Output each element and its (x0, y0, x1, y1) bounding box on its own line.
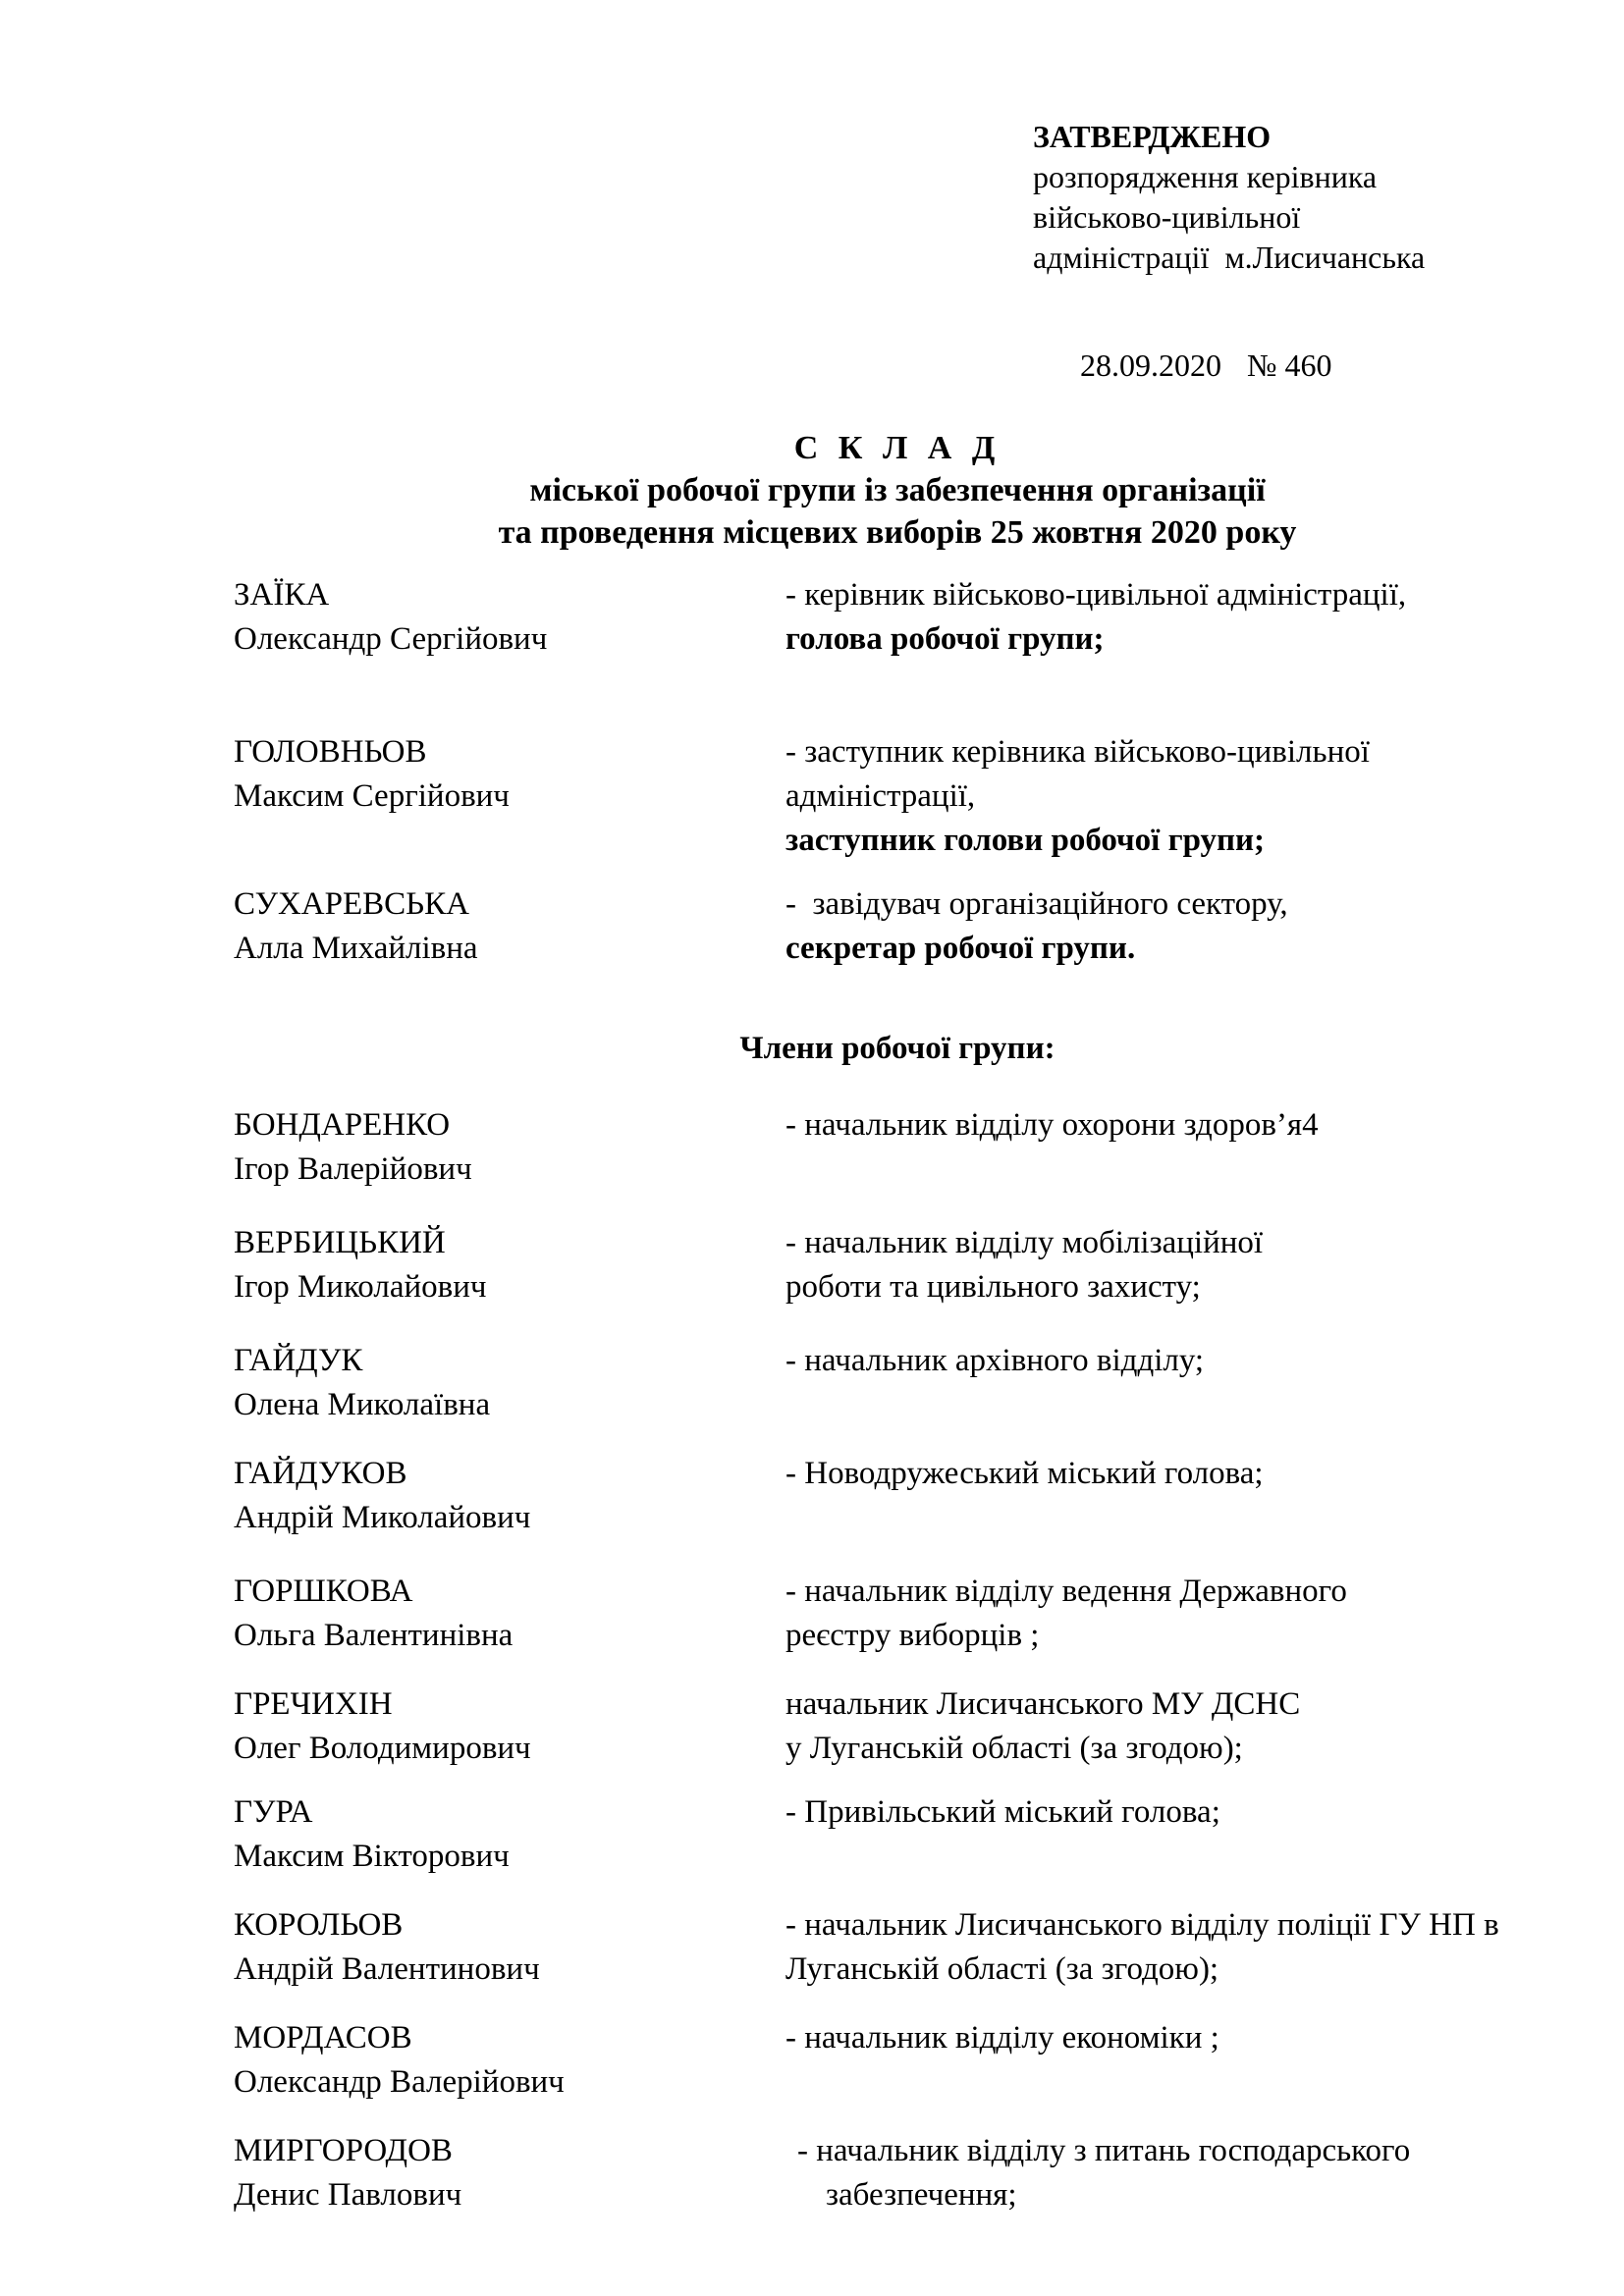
role-line: - начальник відділу мобілізаційної (785, 1225, 1264, 1260)
given-name: Алла Михайлівна (234, 931, 478, 966)
role-column (785, 1790, 1561, 1879)
role-column (785, 2129, 1561, 2217)
surname: БОНДАРЕНКО (234, 1107, 451, 1143)
approval-line: військово-цивільної (1033, 199, 1301, 235)
name-column (234, 1682, 785, 1771)
surname: ГРЕЧИХІН (234, 1686, 393, 1722)
role-line: реєстру виборців ; (785, 1618, 1040, 1653)
role-column (785, 2016, 1561, 2105)
name-column (234, 2016, 785, 2105)
role-line: - начальник відділу економіки ; (785, 2020, 1219, 2056)
role-line: Луганській області (за згодою); (785, 1951, 1219, 1987)
entry-verbytskyi (234, 1221, 1561, 1309)
entry-sukharevska (234, 882, 1561, 971)
entry-haiduk (234, 1339, 1561, 1427)
surname: ГОРШКОВА (234, 1574, 413, 1609)
role-column (785, 1903, 1561, 1992)
given-name: Максим Вікторович (234, 1839, 510, 1874)
title-line-3: та проведення місцевих виборів 25 жовтня 2020 року (498, 514, 1297, 551)
role-column (785, 1682, 1561, 1771)
approval-line: розпорядження керівника (1033, 159, 1378, 194)
date-row (1033, 305, 1425, 426)
name-column (234, 1790, 785, 1879)
name-column (234, 2129, 785, 2217)
role-column (785, 1570, 1561, 1658)
given-name: Андрій Валентинович (234, 1951, 540, 1987)
role-line-bold: голова робочої групи; (785, 621, 1105, 657)
title-line-1: С К Л А Д (793, 430, 1001, 466)
role-column (785, 1221, 1561, 1309)
role-line: - Новодружеський міський голова; (785, 1456, 1264, 1491)
name-column (234, 1452, 785, 1540)
entry-hura (234, 1790, 1561, 1879)
role-line: - керівник військово-цивільної адміністрації, (785, 577, 1407, 613)
document-title (234, 427, 1561, 554)
given-name: Олександр Сергійович (234, 621, 548, 657)
entry-korolov (234, 1903, 1561, 1992)
surname: ГОЛОВНЬОВ (234, 734, 427, 770)
given-name: Андрій Миколайович (234, 1500, 531, 1535)
role-line: начальник Лисичанського МУ ДСНС (785, 1686, 1301, 1722)
role-line: - заступник керівника військово-цивільної (785, 734, 1370, 770)
entry-zaika (234, 573, 1561, 662)
given-name: Олександр Валерійович (234, 2064, 565, 2100)
role-line: забезпечення; (826, 2177, 1017, 2213)
surname: ВЕРБИЦЬКИЙ (234, 1225, 446, 1260)
role-column (785, 882, 1561, 971)
entry-myrhorodov (234, 2129, 1561, 2217)
approval-heading: ЗАТВЕРДЖЕНО (1033, 119, 1272, 154)
doc-date: 28.09.2020 (1080, 347, 1221, 383)
entry-hrechykhin (234, 1682, 1561, 1771)
role-line: у Луганській області (за згодою); (785, 1731, 1243, 1766)
role-line: адміністрації, (785, 778, 976, 814)
name-column (234, 730, 785, 863)
surname: ГАЙДУК (234, 1343, 363, 1378)
entry-haidukov (234, 1452, 1561, 1540)
surname: ГАЙДУКОВ (234, 1456, 407, 1491)
role-line-bold: заступник голови робочої групи; (785, 823, 1266, 858)
given-name: Ігор Валерійович (234, 1151, 472, 1187)
surname: ГУРА (234, 1794, 313, 1830)
role-line: - начальник відділу з питань господарського (797, 2133, 1411, 2168)
given-name: Максим Сергійович (234, 778, 510, 814)
name-column (234, 1103, 785, 1192)
doc-number: № 460 (1247, 347, 1332, 383)
name-column (234, 1570, 785, 1658)
role-line: роботи та цивільного захисту; (785, 1269, 1201, 1305)
name-column (234, 1903, 785, 1992)
title-line-2: міської робочої групи із забезпечення організації (529, 472, 1266, 508)
role-column (785, 1452, 1561, 1540)
role-column (785, 730, 1561, 863)
given-name: Олег Володимирович (234, 1731, 531, 1766)
role-line: - Привільський міський голова; (785, 1794, 1220, 1830)
role-line: - начальник Лисичанського відділу поліції ГУ НП в (785, 1907, 1499, 1943)
surname: КОРОЛЬОВ (234, 1907, 404, 1943)
given-name: Ігор Миколайович (234, 1269, 487, 1305)
name-column (234, 1221, 785, 1309)
role-column (785, 1103, 1561, 1192)
entry-mordasov (234, 2016, 1561, 2105)
entry-holovnov (234, 730, 1561, 863)
role-line: - завідувач організаційного сектору, (785, 886, 1288, 922)
given-name: Денис Павлович (234, 2177, 462, 2213)
role-line: - начальник архівного відділу; (785, 1343, 1205, 1378)
role-line: - начальник відділу ведення Державного (785, 1574, 1347, 1609)
role-column (785, 573, 1561, 662)
members-heading: Члени робочої групи: (739, 1031, 1056, 1066)
given-name: Ольга Валентинівна (234, 1618, 514, 1653)
role-line-bold: секретар робочої групи. (785, 931, 1136, 966)
role-line: - начальник відділу охорони здоров’я4 (785, 1107, 1319, 1143)
entry-horshkova (234, 1570, 1561, 1658)
approval-block (1033, 117, 1425, 426)
surname: МИРГОРОДОВ (234, 2133, 453, 2168)
surname: ЗАЇКА (234, 577, 330, 613)
surname: МОРДАСОВ (234, 2020, 412, 2056)
role-column (785, 1339, 1561, 1427)
name-column (234, 573, 785, 662)
approval-line: адміністрації м.Лисичанська (1033, 240, 1426, 275)
name-column (234, 882, 785, 971)
name-column (234, 1339, 785, 1427)
surname: СУХАРЕВСЬКА (234, 886, 469, 922)
given-name: Олена Миколаївна (234, 1387, 491, 1422)
entry-bondarenko (234, 1103, 1561, 1192)
